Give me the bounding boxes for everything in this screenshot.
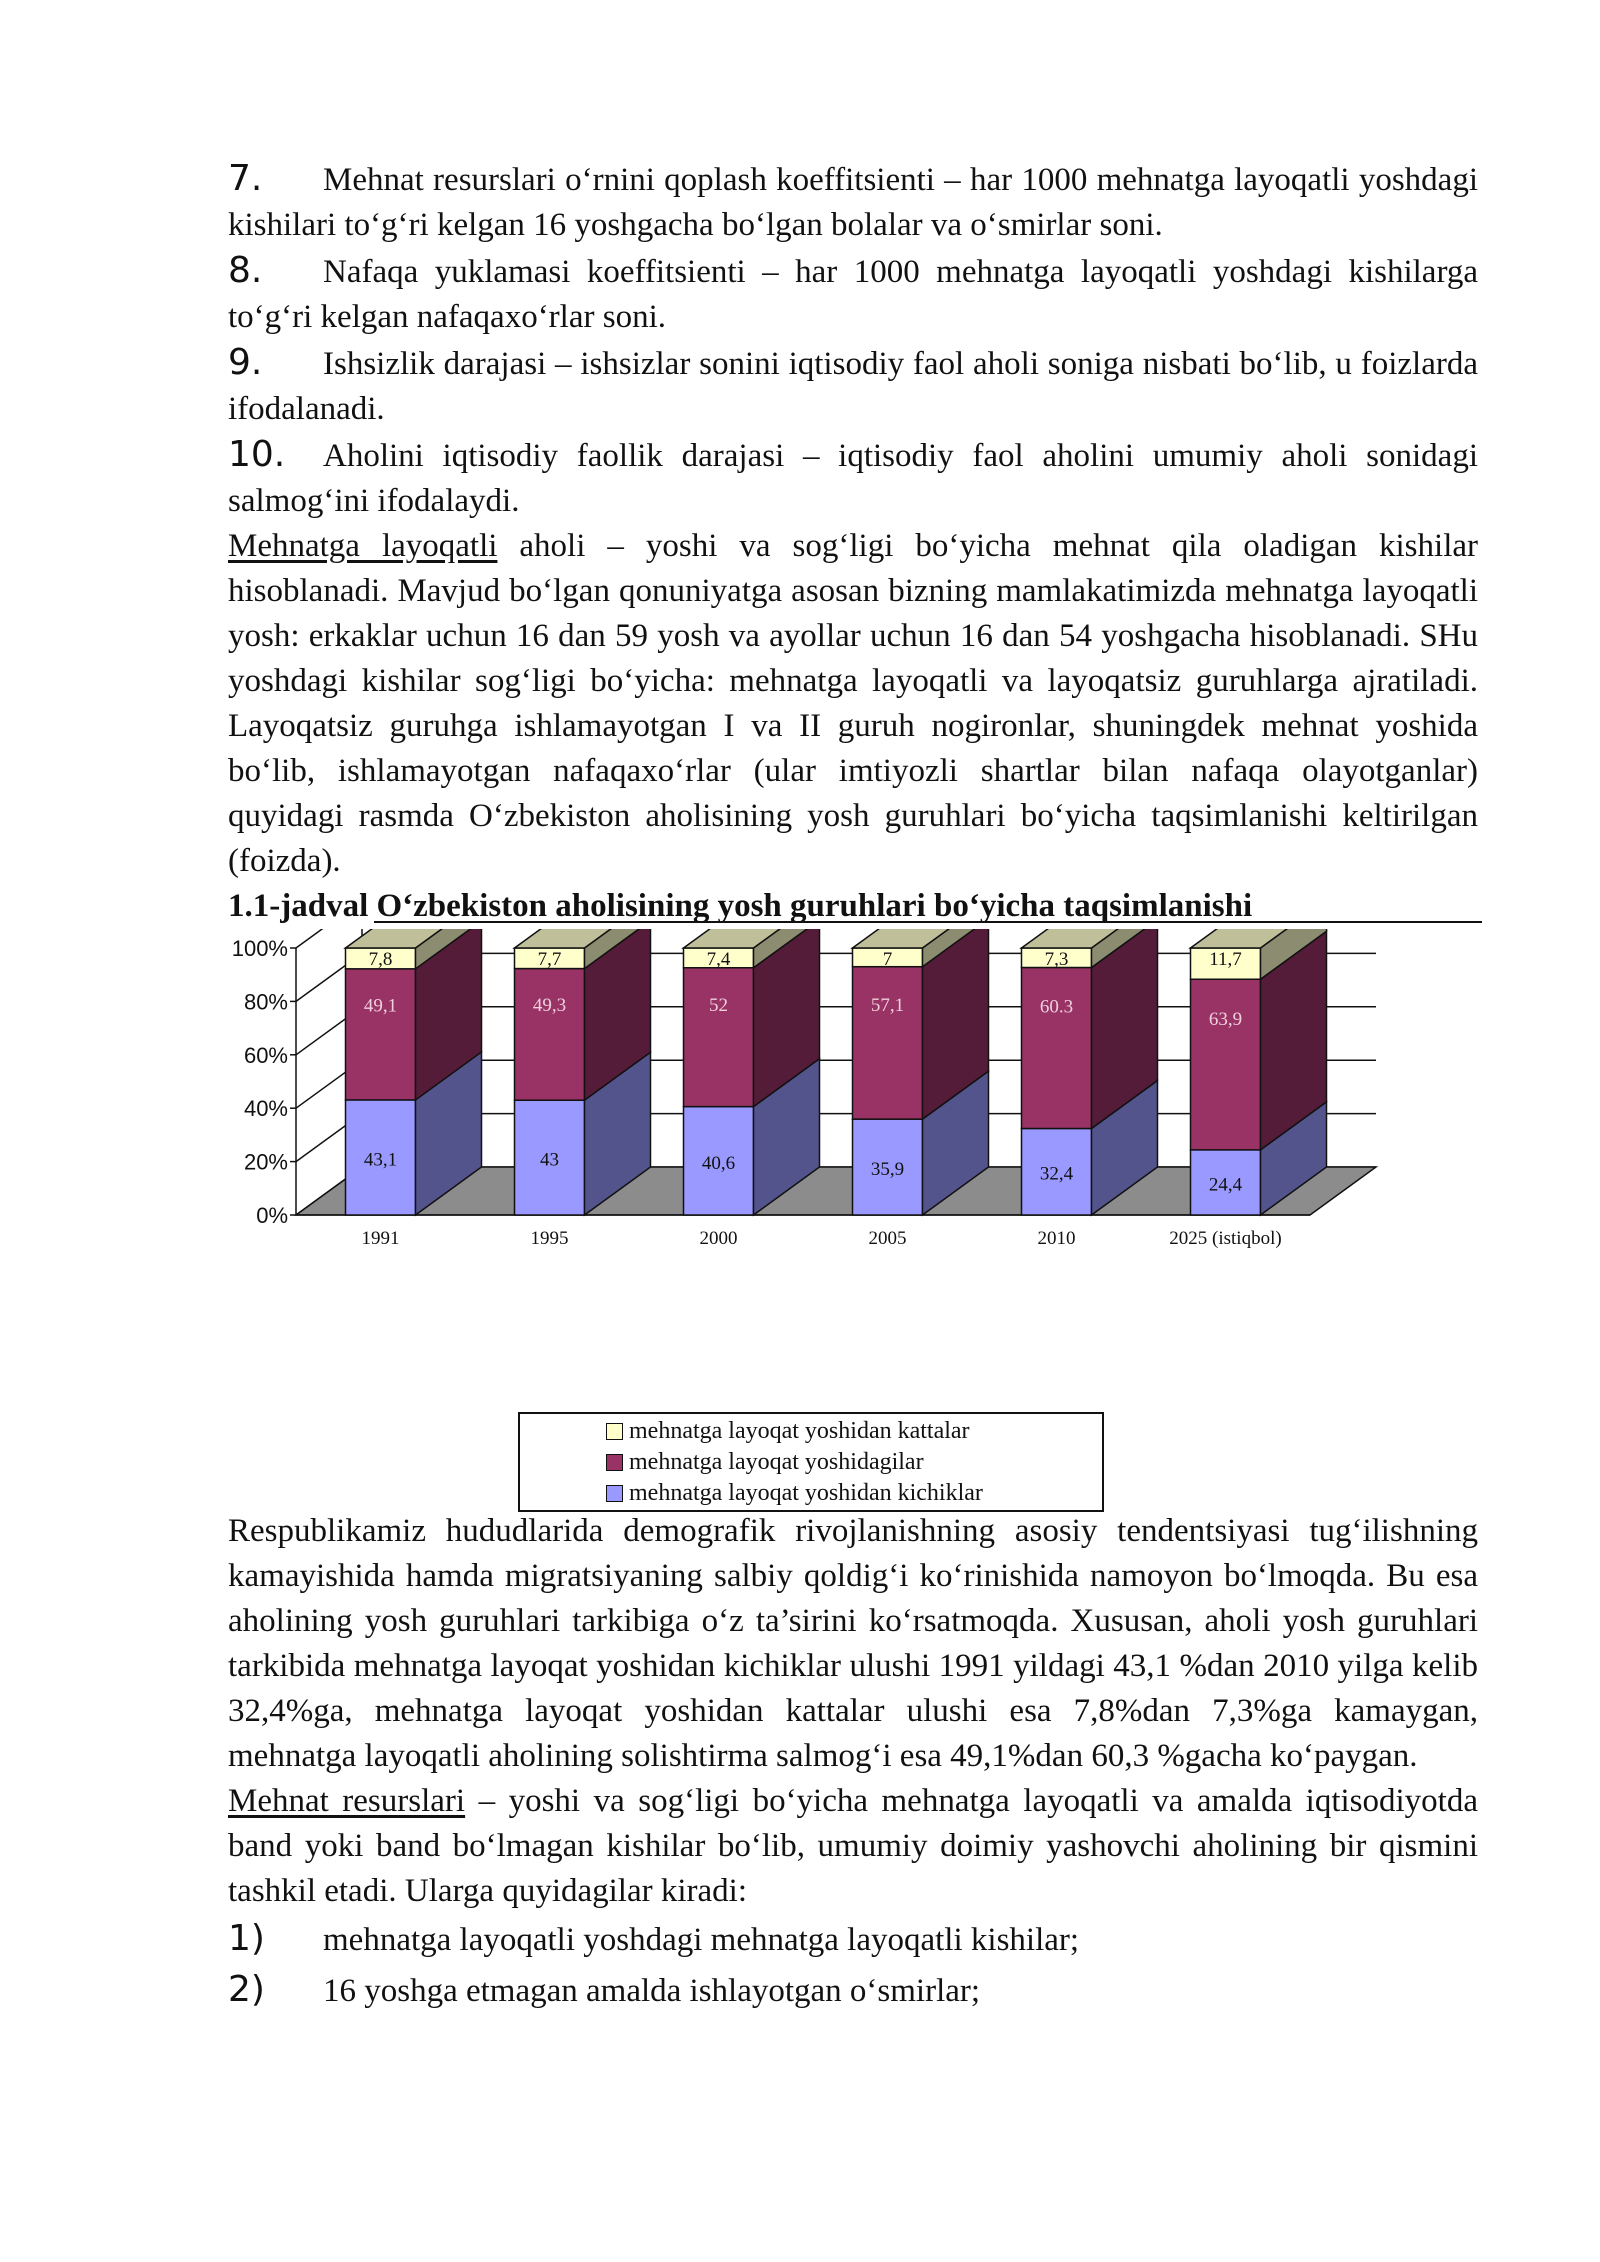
data-label: 43,1 <box>363 1149 398 1171</box>
item-number: 10. <box>228 434 286 475</box>
x-tick-label: 2000 <box>699 1228 738 1249</box>
data-label: 40,6 <box>701 1152 736 1174</box>
paragraph-working-age <box>228 524 1478 884</box>
legend-swatch <box>606 1454 623 1471</box>
y-tick-label: 0% <box>256 1203 288 1228</box>
y-tick-label: 100% <box>231 936 288 961</box>
paragraph-demographic-trends: Respublikamiz hududlarida demografik rivojlanishning asosiy tendentsiyasi tug‘ilishning kamayishida hamda migratsiyaning salbiy qoldig‘i ko‘rinishida namoyon bo‘lmoqda. Bu esa aholining yosh guruhlari tarkibiga o‘z ta’sirini ko‘rsatmoqda. Xususan, aholi yosh guruhlari tarkibida mehnatga layoqat yoshidan kichiklar ulushi 1991 yildagi 43,1 %dan 2010 yilga kelib 32,4%ga, mehnatga layoqat yoshidan kattalar ulushi esa 7,8%dan 7,3%ga kamaygan, mehnatga layoqatli aholining solishtirma salmog‘i esa 49,1%dan 60,3 %gacha ko‘paygan. <box>228 1513 1478 1774</box>
legend-swatch <box>606 1423 623 1440</box>
x-tick-label: 2025 (istiqbol) <box>1169 1228 1282 1249</box>
x-tick-label: 2010 <box>1037 1228 1076 1249</box>
item-text: Mehnat resurslari o‘rnini qoplash koeffitsienti – har 1000 mehnatga layoqatli yoshdagi kishilari to‘g‘ri kelgan 16 yoshgacha bo‘lgan bolalar va o‘smirlar soni. <box>228 162 1478 243</box>
data-label: 7,3 <box>1044 949 1069 970</box>
data-label: 63,9 <box>1208 1008 1243 1030</box>
bar-segment <box>1191 979 1261 1150</box>
bar-segment <box>1022 967 1092 1128</box>
item-text: Aholini iqtisodiy faollik darajasi – iqtisodiy faol aholini umumiy aholi sonidagi salmog‘ini ifodalaydi. <box>228 438 1478 519</box>
item-text: Nafaqa yuklamasi koeffitsienti – har 1000 mehnatga layoqatli yoshdagi kishilarga to‘g‘ri kelgan nafaqaxo‘rlar soni. <box>228 254 1478 335</box>
x-tick-label: 2005 <box>868 1228 907 1249</box>
data-label: 32,4 <box>1039 1163 1074 1185</box>
term-underlined: Mehnat resurslari <box>228 1783 466 1819</box>
paragraph-text: aholi – yoshi va sog‘ligi bo‘yicha mehnat qila oladigan kishilar hisoblanadi. Mavjud bo‘lgan qonuniyatga asosan bizning mamlakatimizda mehnatga layoqatli yosh: erkaklar uchun 16 dan 59 yosh va ayollar uchun 16 dan 54 yoshgacha hisoblanadi. SHu yoshdagi kishilar sog‘ligi bo‘yicha: mehnatga layoqatli va layoqatsiz guruhlarga ajratiladi. Layoqatsiz guruhga ishlamayotgan I va II guruh nogironlar, shuningdek mehnat yoshida bo‘lib, ishlamayotgan nafaqaxo‘rlar (ular imtiyozli shartlar bilan nafaqa olayotganlar) quyidagi rasmda O‘zbekiston aholisining yosh guruhlari bo‘yicha taqsimlanishi keltirilgan (foizda). <box>228 528 1478 879</box>
bar-segment <box>346 969 416 1100</box>
x-tick-label: 1991 <box>361 1228 400 1249</box>
paragraph-labor-resources <box>228 1779 1478 1914</box>
y-tick-label: 60% <box>243 1042 288 1068</box>
term-underlined: Mehnatga layoqatli <box>228 528 498 564</box>
x-tick-label: 1995 <box>530 1228 569 1249</box>
data-label: 43 <box>540 1149 559 1171</box>
data-label: 52 <box>709 994 728 1016</box>
legend-item-yoshidagilar <box>606 1447 1102 1478</box>
bar-segment <box>684 968 754 1107</box>
legend-label: mehnatga layoqat yoshidan kichiklar <box>629 1480 983 1506</box>
numbered-item-9 <box>228 340 1478 432</box>
legend-label: mehnatga layoqat yoshidan kattalar <box>629 1418 970 1444</box>
stacked-bar-chart <box>228 929 1478 1506</box>
data-label: 49,3 <box>532 995 567 1017</box>
numbered-item-7 <box>228 156 1478 248</box>
data-label: 7 <box>882 949 893 970</box>
document-page <box>228 152 1478 2016</box>
item-number: 7. <box>228 158 263 199</box>
item-number: 9. <box>228 342 263 383</box>
list-item-2 <box>228 1965 1478 2016</box>
data-label: 49,1 <box>363 995 398 1017</box>
legend-label: mehnatga layoqat yoshidagilar <box>629 1449 924 1475</box>
legend-item-kichiklar <box>606 1478 1102 1509</box>
data-label: 57,1 <box>870 994 905 1016</box>
y-tick-label: 20% <box>243 1149 288 1175</box>
numbered-item-10 <box>228 432 1478 524</box>
bar-segment <box>515 969 585 1101</box>
table-caption <box>228 884 1478 929</box>
y-tick-label: 80% <box>243 989 288 1015</box>
list-text: mehnatga layoqatli yoshdagi mehnatga layoqatli kishilar; <box>323 1922 1080 1958</box>
list-text: 16 yoshga etmagan amalda ishlayotgan o‘smirlar; <box>323 1973 981 2009</box>
paragraph-text: – yoshi va sog‘ligi bo‘yicha mehnatga layoqatli va amalda iqtisodiyotda band yoki band bo‘lmagan kishilar bo‘lib, umumiy doimiy yashovchi aholining bir qismini tashkil etadi. Ularga quyidagilar kiradi: <box>228 1783 1478 1909</box>
data-label: 11,7 <box>1209 949 1242 970</box>
data-label: 7,7 <box>537 949 562 970</box>
caption-underline <box>374 921 1482 923</box>
data-label: 7,4 <box>706 949 731 970</box>
item-number: 8. <box>228 250 263 291</box>
data-label: 60.3 <box>1039 996 1074 1018</box>
y-tick-label: 40% <box>243 1096 288 1122</box>
legend-item-kattalar <box>606 1416 1102 1447</box>
data-label: 7,8 <box>368 949 393 970</box>
caption-text: 1.1-jadval O‘zbekiston aholisining yosh guruhlari bo‘yicha taqsimlanishi <box>228 888 1253 924</box>
chart-legend <box>518 1412 1104 1512</box>
list-number: 1) <box>228 1918 265 1959</box>
list-number: 2) <box>228 1969 265 2010</box>
item-text: Ishsizlik darajasi – ishsizlar sonini iqtisodiy faol aholi soniga nisbati bo‘lib, u foizlarda ifodalanadi. <box>228 346 1478 427</box>
numbered-item-8 <box>228 248 1478 340</box>
data-label: 35,9 <box>870 1159 905 1181</box>
data-label: 24,4 <box>1208 1174 1243 1196</box>
bar-segment <box>853 967 923 1119</box>
list-item-1 <box>228 1914 1478 1965</box>
legend-swatch <box>606 1485 623 1502</box>
